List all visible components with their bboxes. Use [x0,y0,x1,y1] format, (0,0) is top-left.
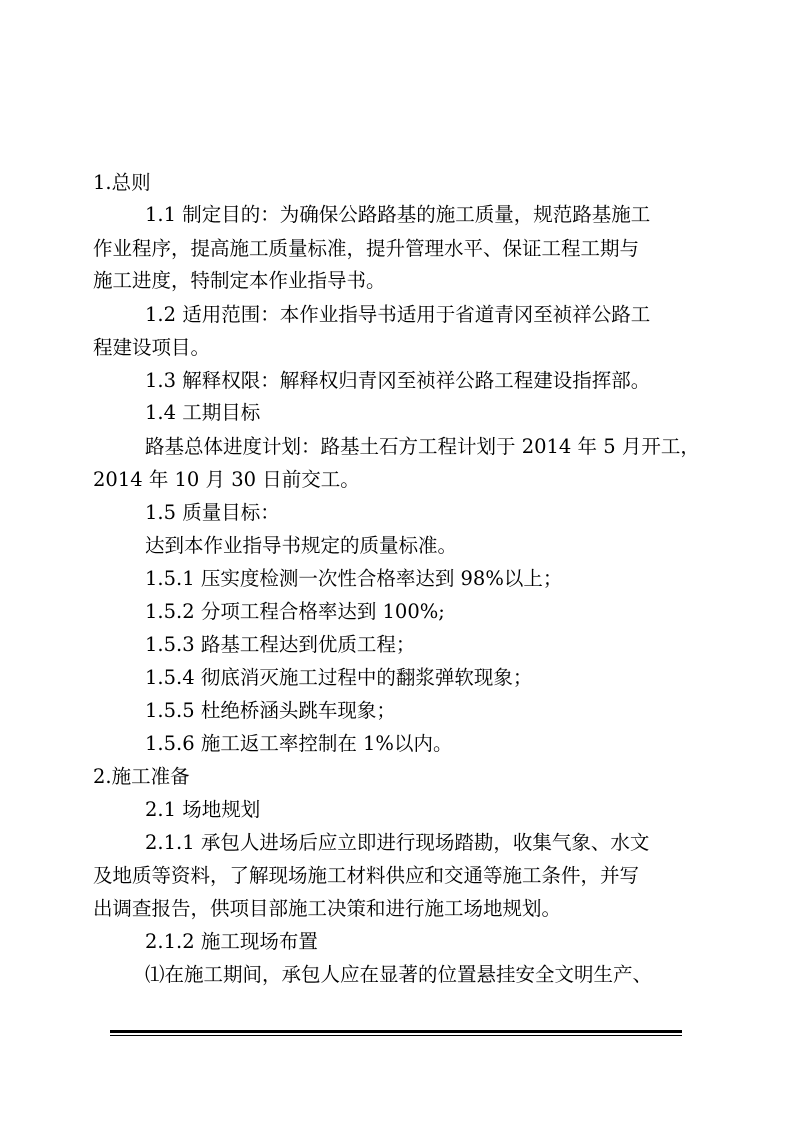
paragraph-line: 路基总体进度计划：路基土石方工程计划于 2014 年 5 月开工， [145,435,700,458]
paragraph-line: 程建设项目。 [93,336,211,359]
paragraph-line: 及地质等资料，了解现场施工材料供应和交通等施工条件，并写 [93,864,640,887]
list-item: 1.5.1 压实度检测一次性合格率达到 98%以上； [145,567,563,590]
paragraph-line: ⑴在施工期间，承包人应在显著的位置悬挂安全文明生产、 [145,963,653,986]
paragraph-line: 1.3 解释权限：解释权归青冈至祯祥公路工程建设指挥部。 [145,369,651,392]
footer-rule [110,1030,682,1036]
subsection-heading: 1.5 质量目标： [145,501,280,524]
paragraph-line: 1.2 适用范围：本作业指导书适用于省道青冈至祯祥公路工 [145,303,651,326]
paragraph-line: 1.1 制定目的：为确保公路路基的施工质量，规范路基施工 [145,203,651,226]
subsection-heading: 2.1.2 施工现场布置 [145,930,318,953]
list-item: 1.5.2 分项工程合格率达到 100%; [145,600,445,623]
section-heading-1: 1.总则 [93,171,151,194]
list-item: 1.5.6 施工返工率控制在 1%以内。 [145,732,453,755]
footer-rule-thin [110,1035,682,1036]
paragraph-line: 施工进度，特制定本作业指导书。 [93,269,386,292]
list-item: 1.5.5 杜绝桥涵头跳车现象； [145,699,396,722]
list-item: 1.5.3 路基工程达到优质工程； [145,633,416,656]
subsection-heading: 1.4 工期目标 [145,401,261,424]
paragraph-line: 2014 年 10 月 30 日前交工。 [93,468,360,491]
list-item: 1.5.4 彻底消灭施工过程中的翻浆弹软现象； [145,666,533,689]
paragraph-line: 出调查报告，供项目部施工决策和进行施工场地规划。 [93,897,562,920]
subsection-heading: 2.1 场地规划 [145,798,261,821]
section-heading-2: 2.施工准备 [93,765,190,788]
paragraph-line: 达到本作业指导书规定的质量标准。 [145,534,458,557]
paragraph-line: 2.1.1 承包人进场后应立即进行现场踏勘，收集气象、水文 [145,831,650,854]
paragraph-line: 作业程序，提高施工质量标准，提升管理水平、保证工程工期与 [93,237,640,260]
footer-rule-thick [110,1030,682,1033]
